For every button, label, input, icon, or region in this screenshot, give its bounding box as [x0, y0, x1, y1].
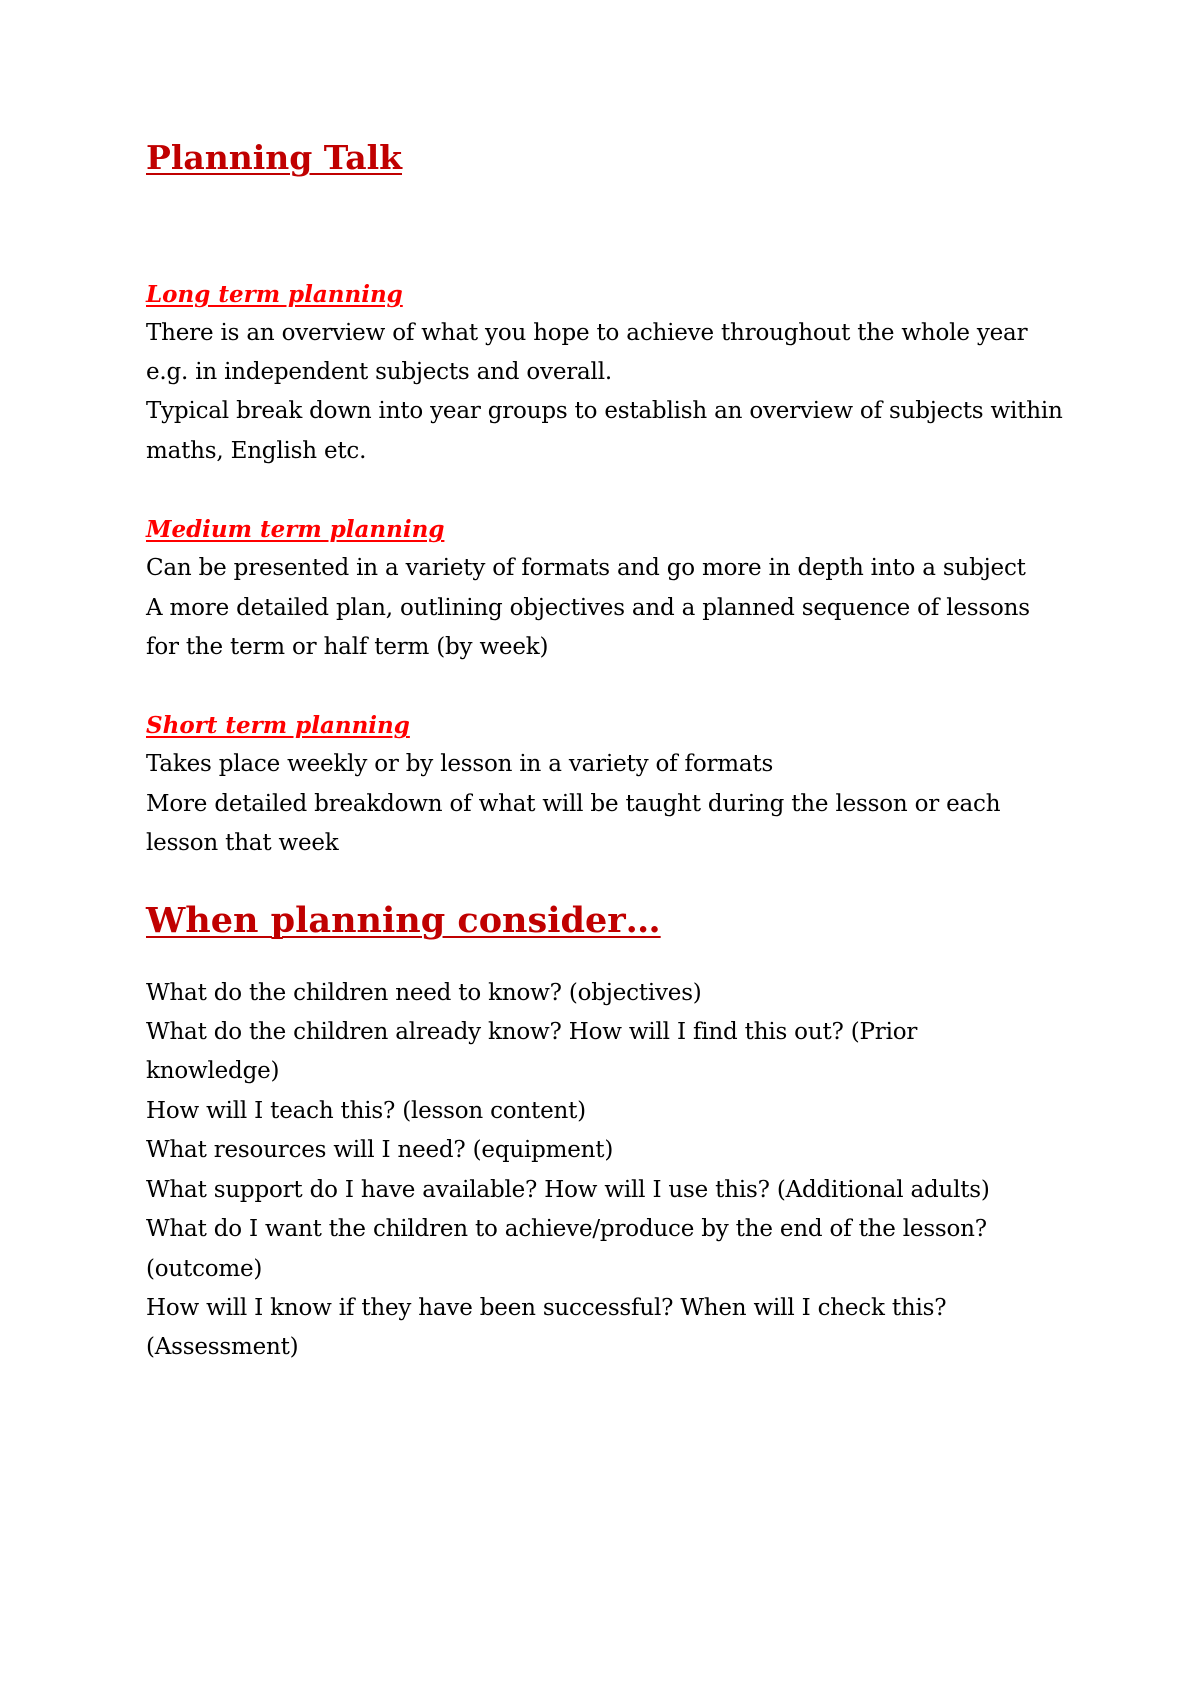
list-item: How will I know if they have been successful? When will I check this? (Assessment)	[146, 1294, 947, 1361]
section-long-term	[146, 275, 1096, 472]
section-heading-long-term: Long term planning	[146, 280, 403, 308]
list-item: What resources will I need? (equipment)	[146, 1137, 614, 1164]
list-item: What do the children already know? How will I find this out? (Prior knowledge)	[146, 1019, 918, 1085]
paragraph: Typical break down into year groups to establish an overview of subjects within maths, English etc.	[146, 398, 1063, 464]
section-heading-short-term: Short term planning	[146, 712, 410, 740]
consider-heading: When planning consider…	[146, 899, 661, 941]
page-title: Planning Talk	[146, 138, 402, 177]
paragraph: More detailed breakdown of what will be taught during the lesson or each lesson that week	[146, 790, 1001, 857]
list-item: What support do I have available? How will I use this? (Additional adults)	[146, 1176, 990, 1203]
section-heading-medium-term: Medium term planning	[146, 516, 445, 544]
list-item: How will I teach this? (lesson content)	[146, 1097, 586, 1124]
consider-list	[146, 974, 1096, 1368]
section-consider	[146, 900, 1096, 1368]
list-item: What do the children need to know? (objectives)	[146, 979, 702, 1006]
paragraph: A more detailed plan, outlining objectives and a planned sequence of lessons for the term or half term (by week)	[146, 594, 1030, 661]
paragraph: There is an overview of what you hope to achieve throughout the whole year e.g. in independent subjects and overall.	[146, 319, 1028, 385]
list-item: What do I want the children to achieve/produce by the end of the lesson? (outcome)	[146, 1216, 987, 1282]
document-page	[146, 138, 1096, 1368]
section-short-term	[146, 706, 1096, 863]
paragraph: Can be presented in a variety of formats and go more in depth into a subject	[146, 555, 1026, 582]
paragraph: Takes place weekly or by lesson in a variety of formats	[146, 751, 774, 778]
section-medium-term	[146, 510, 1096, 667]
